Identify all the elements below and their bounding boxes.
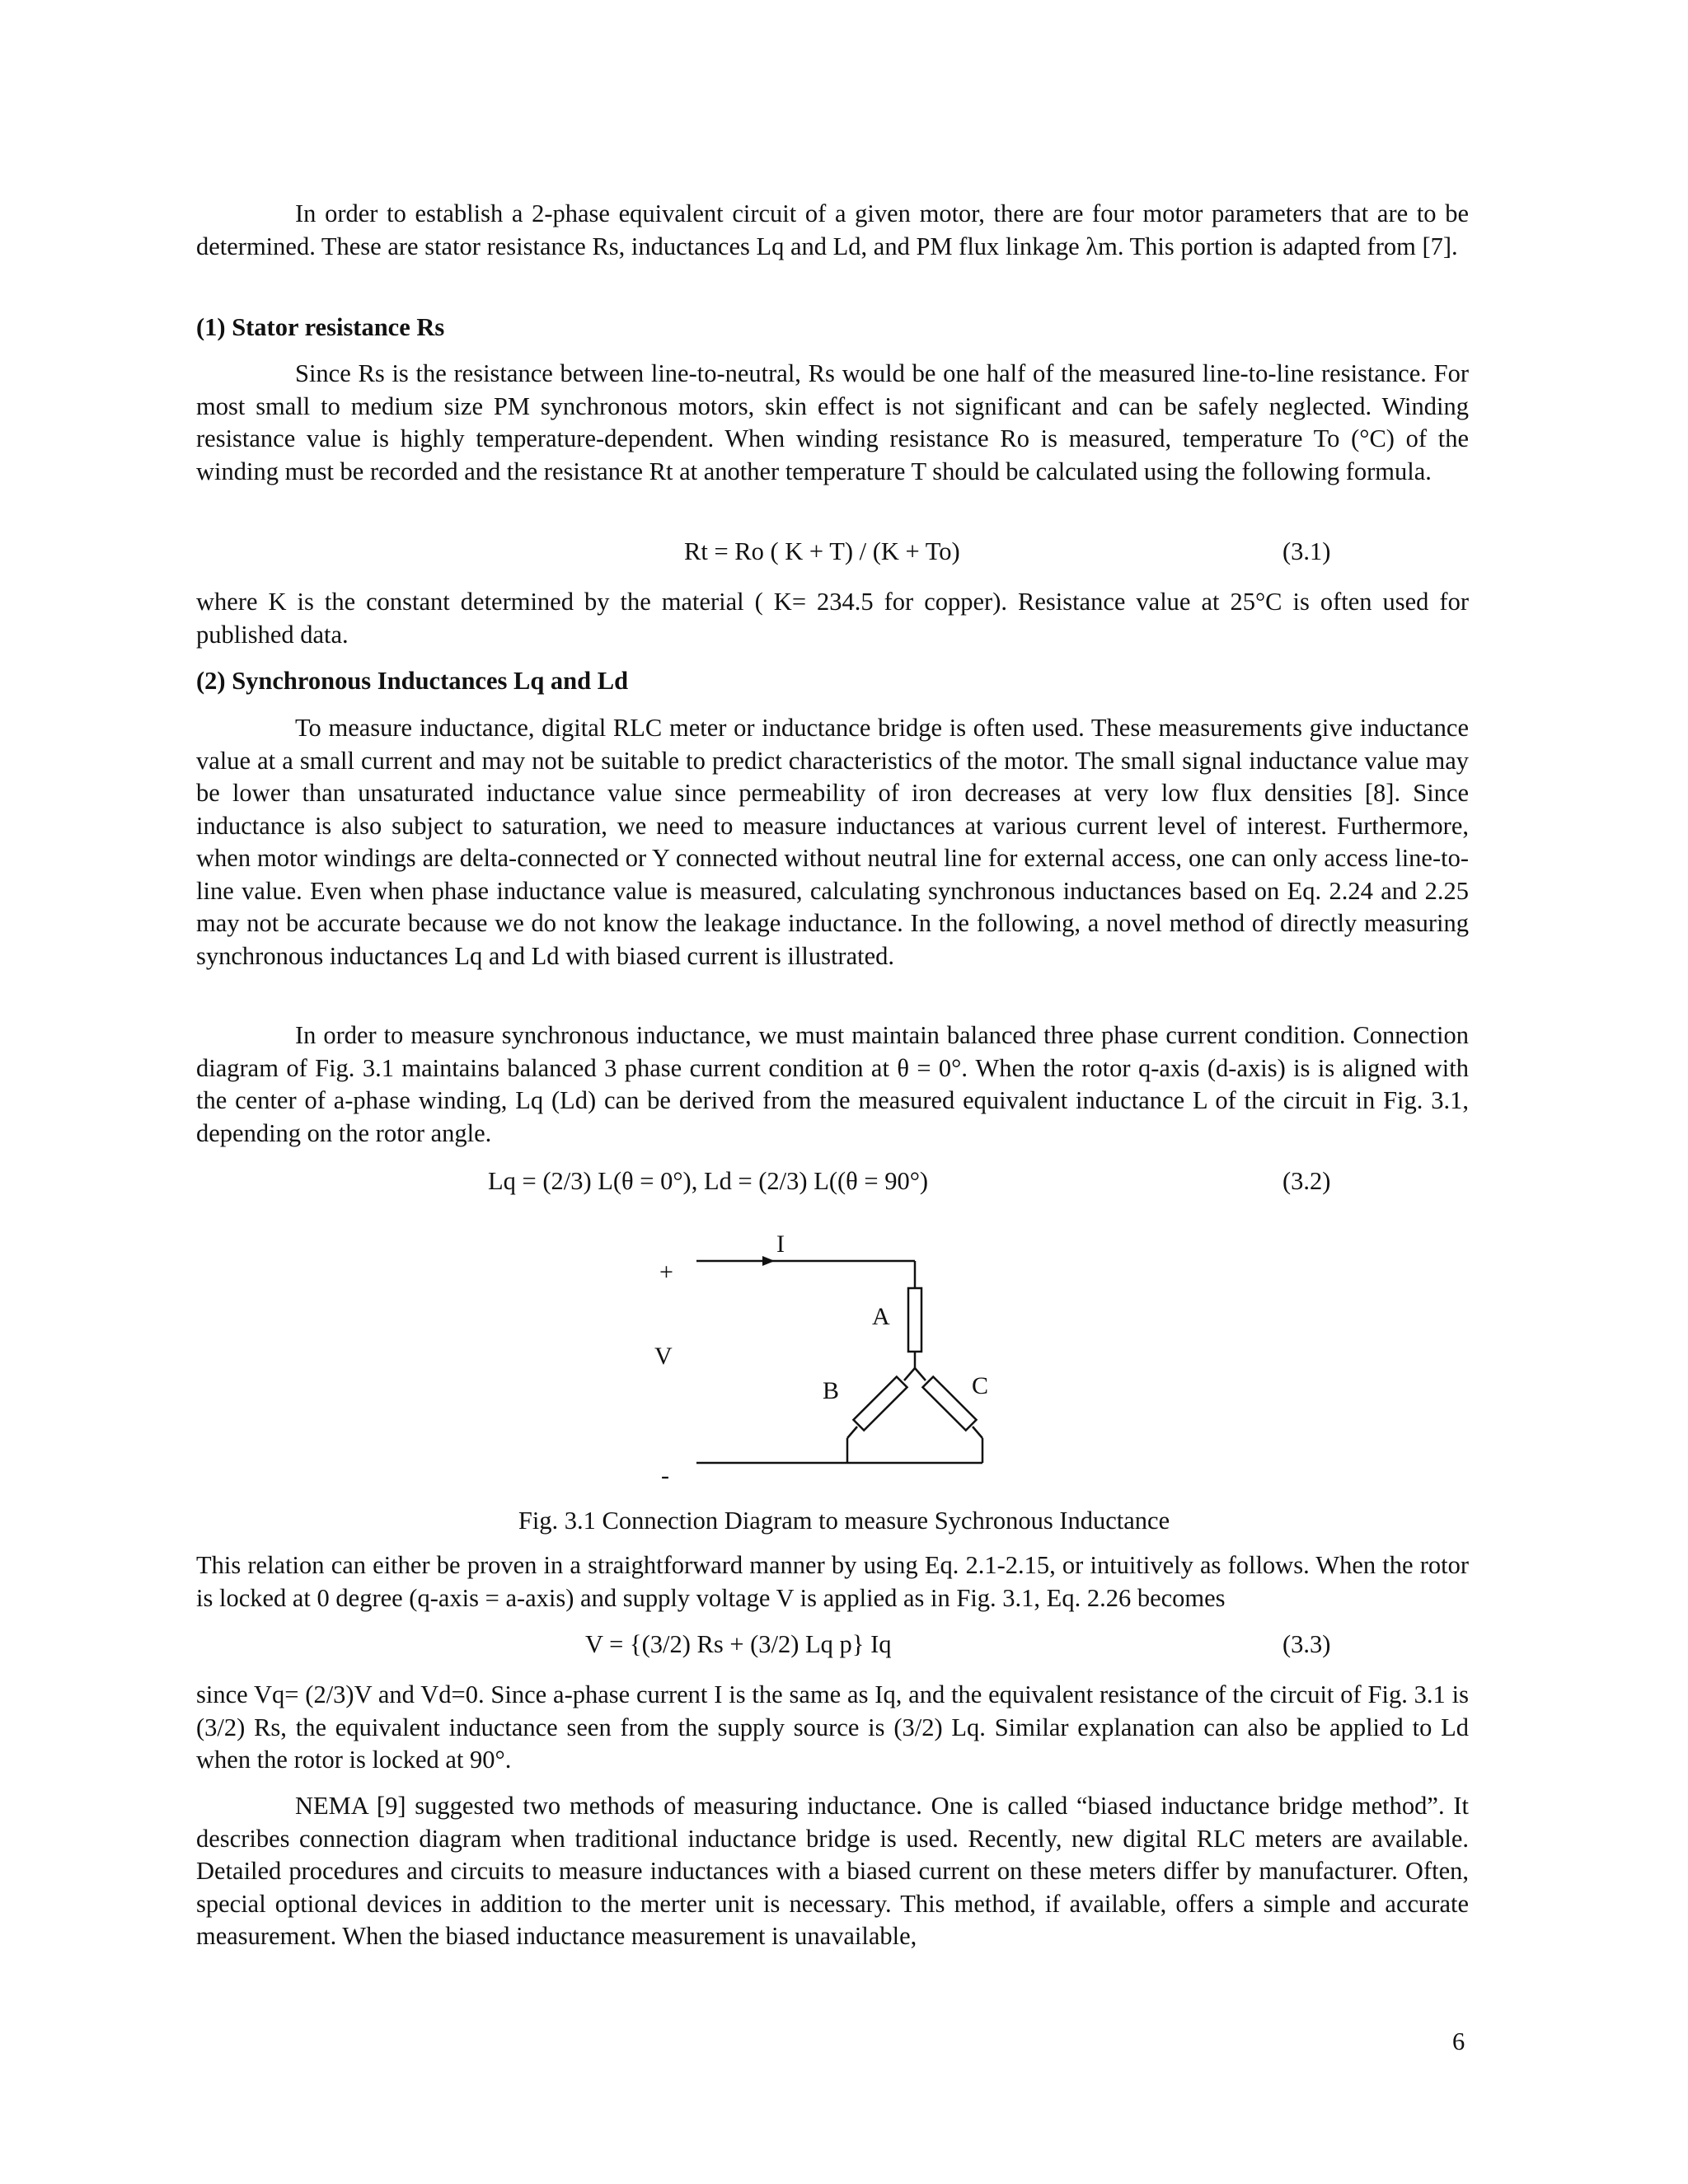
resistor-a bbox=[908, 1288, 921, 1352]
label-current: I bbox=[776, 1230, 785, 1258]
paragraph-stator-resistance: Since Rs is the resistance between line-to-neutral, Rs would be one half of the measured line-to-line resistance. For most small to medium size PM synchronous motors, skin effect is not significant and can be safely neglected. Winding resistance value is highly temperature-dependent. When winding resistance Ro is measured, temperature To (°C) of the winding must be recorded and the resistance Rt at another temperature T should be calculated using the following formula. bbox=[196, 359, 1469, 485]
paragraph-inductance: To measure inductance, digital RLC meter or inductance bridge is often used. These measurements give inductance value at a small current and may not be suitable to predict characteristics of the motor. The small signal inductance value may be lower than unsaturated inductance value since permeability of iron decreases at very low flux densities [8]. Since inductance is also subject to saturation, we need to measure inductances at various current level of interest. Furthermore, when motor windings are delta-connected or Y connected without neutral line for external access, one can only access line-to-line value. Even when phase inductance value is measured, calculating synchronous inductances based on Eq. 2.24 and 2.25 may not be accurate because we do not know the leakage inductance. In the following, a novel method of directly measuring synchronous inductances Lq and Ld with biased current is illustrated. bbox=[196, 714, 1469, 970]
paragraph-intro: In order to establish a 2-phase equivalent circuit of a given motor, there are four motor parameters that are to be determined. These are stator resistance Rs, inductances Lq and Ld, and PM flux linkage λm. This portion is adapted from [7]. bbox=[196, 199, 1469, 260]
figure-caption: Fig. 3.1 Connection Diagram to measure Sychronous Inductance bbox=[518, 1507, 1170, 1535]
equation-number-3-2: (3.2) bbox=[1282, 1167, 1331, 1195]
wire-c-bottom bbox=[973, 1427, 982, 1438]
equation-3-2: Lq = (2/3) L(θ = 0°), Ld = (2/3) L((θ = 90°) bbox=[488, 1167, 929, 1195]
heading-stator-resistance: (1) Stator resistance Rs bbox=[196, 313, 445, 341]
paragraph-after-eq1: where K is the constant determined by the material ( K= 234.5 for copper). Resistance value at 25°C is often used for published data. bbox=[196, 588, 1469, 649]
equation-3-1: Rt = Ro ( K + T) / (K + To) bbox=[684, 537, 960, 565]
label-minus: - bbox=[661, 1462, 669, 1489]
equation-number-3-1: (3.1) bbox=[1282, 537, 1331, 565]
equation-number-3-3: (3.3) bbox=[1282, 1630, 1331, 1658]
paragraph-relation: This relation can either be proven in a straightforward manner by using Eq. 2.1-2.15, or intuitively as follows. When the rotor is locked at 0 degree (q-axis = a-axis) and supply voltage V is applied as in Fig. 3.1, Eq. 2.26 becomes bbox=[196, 1551, 1469, 1612]
page-number: 6 bbox=[1452, 2027, 1465, 2055]
resistor-b bbox=[853, 1376, 907, 1430]
resistor-c bbox=[922, 1376, 976, 1430]
heading-synchronous-inductances: (2) Synchronous Inductances Lq and Ld bbox=[196, 667, 629, 695]
current-arrow bbox=[762, 1256, 775, 1266]
paragraph-nema: NEMA [9] suggested two methods of measuring inductance. One is called “biased inductance bridge method”. It describes connection diagram when traditional inductance bridge is used. Recently, new digital RLC meters are available. Detailed procedures and circuits to measure inductances with a biased current on these meters differ by manufacturer. Often, special optional devices in addition to the merter unit is necessary. This method, if available, offers a simple and accurate measurement. When the biased inductance measurement is unavailable, bbox=[196, 1792, 1469, 1950]
label-a: A bbox=[872, 1303, 890, 1330]
paragraph-since: since Vq= (2/3)V and Vd=0. Since a-phase current I is the same as Iq, and the equivalent resistance of the circuit of Fig. 3.1 is (3/2) Rs, the equivalent inductance seen from the supply source is (3/2) Lq. Similar explanation can also be applied to Ld when the rotor is locked at 90°. bbox=[196, 1680, 1469, 1774]
label-c: C bbox=[972, 1372, 989, 1399]
label-voltage: V bbox=[654, 1343, 673, 1370]
wire-junction-c bbox=[915, 1368, 926, 1380]
label-plus: + bbox=[659, 1258, 673, 1286]
wire-b-bottom bbox=[847, 1427, 857, 1438]
label-b: B bbox=[823, 1377, 840, 1404]
wire-junction-b bbox=[904, 1368, 915, 1380]
connection-diagram bbox=[643, 1224, 1039, 1504]
paragraph-balanced: In order to measure synchronous inductance, we must maintain balanced three phase current condition. Connection diagram of Fig. 3.1 maintains balanced 3 phase current condition at θ = 0°. When the rotor q-axis (d-axis) is is aligned with the center of a-phase winding, Lq (Ld) can be derived from the measured equivalent inductance L of the circuit in Fig. 3.1, depending on the rotor angle. bbox=[196, 1021, 1469, 1147]
equation-3-3: V = {(3/2) Rs + (3/2) Lq p} Iq bbox=[585, 1630, 892, 1658]
